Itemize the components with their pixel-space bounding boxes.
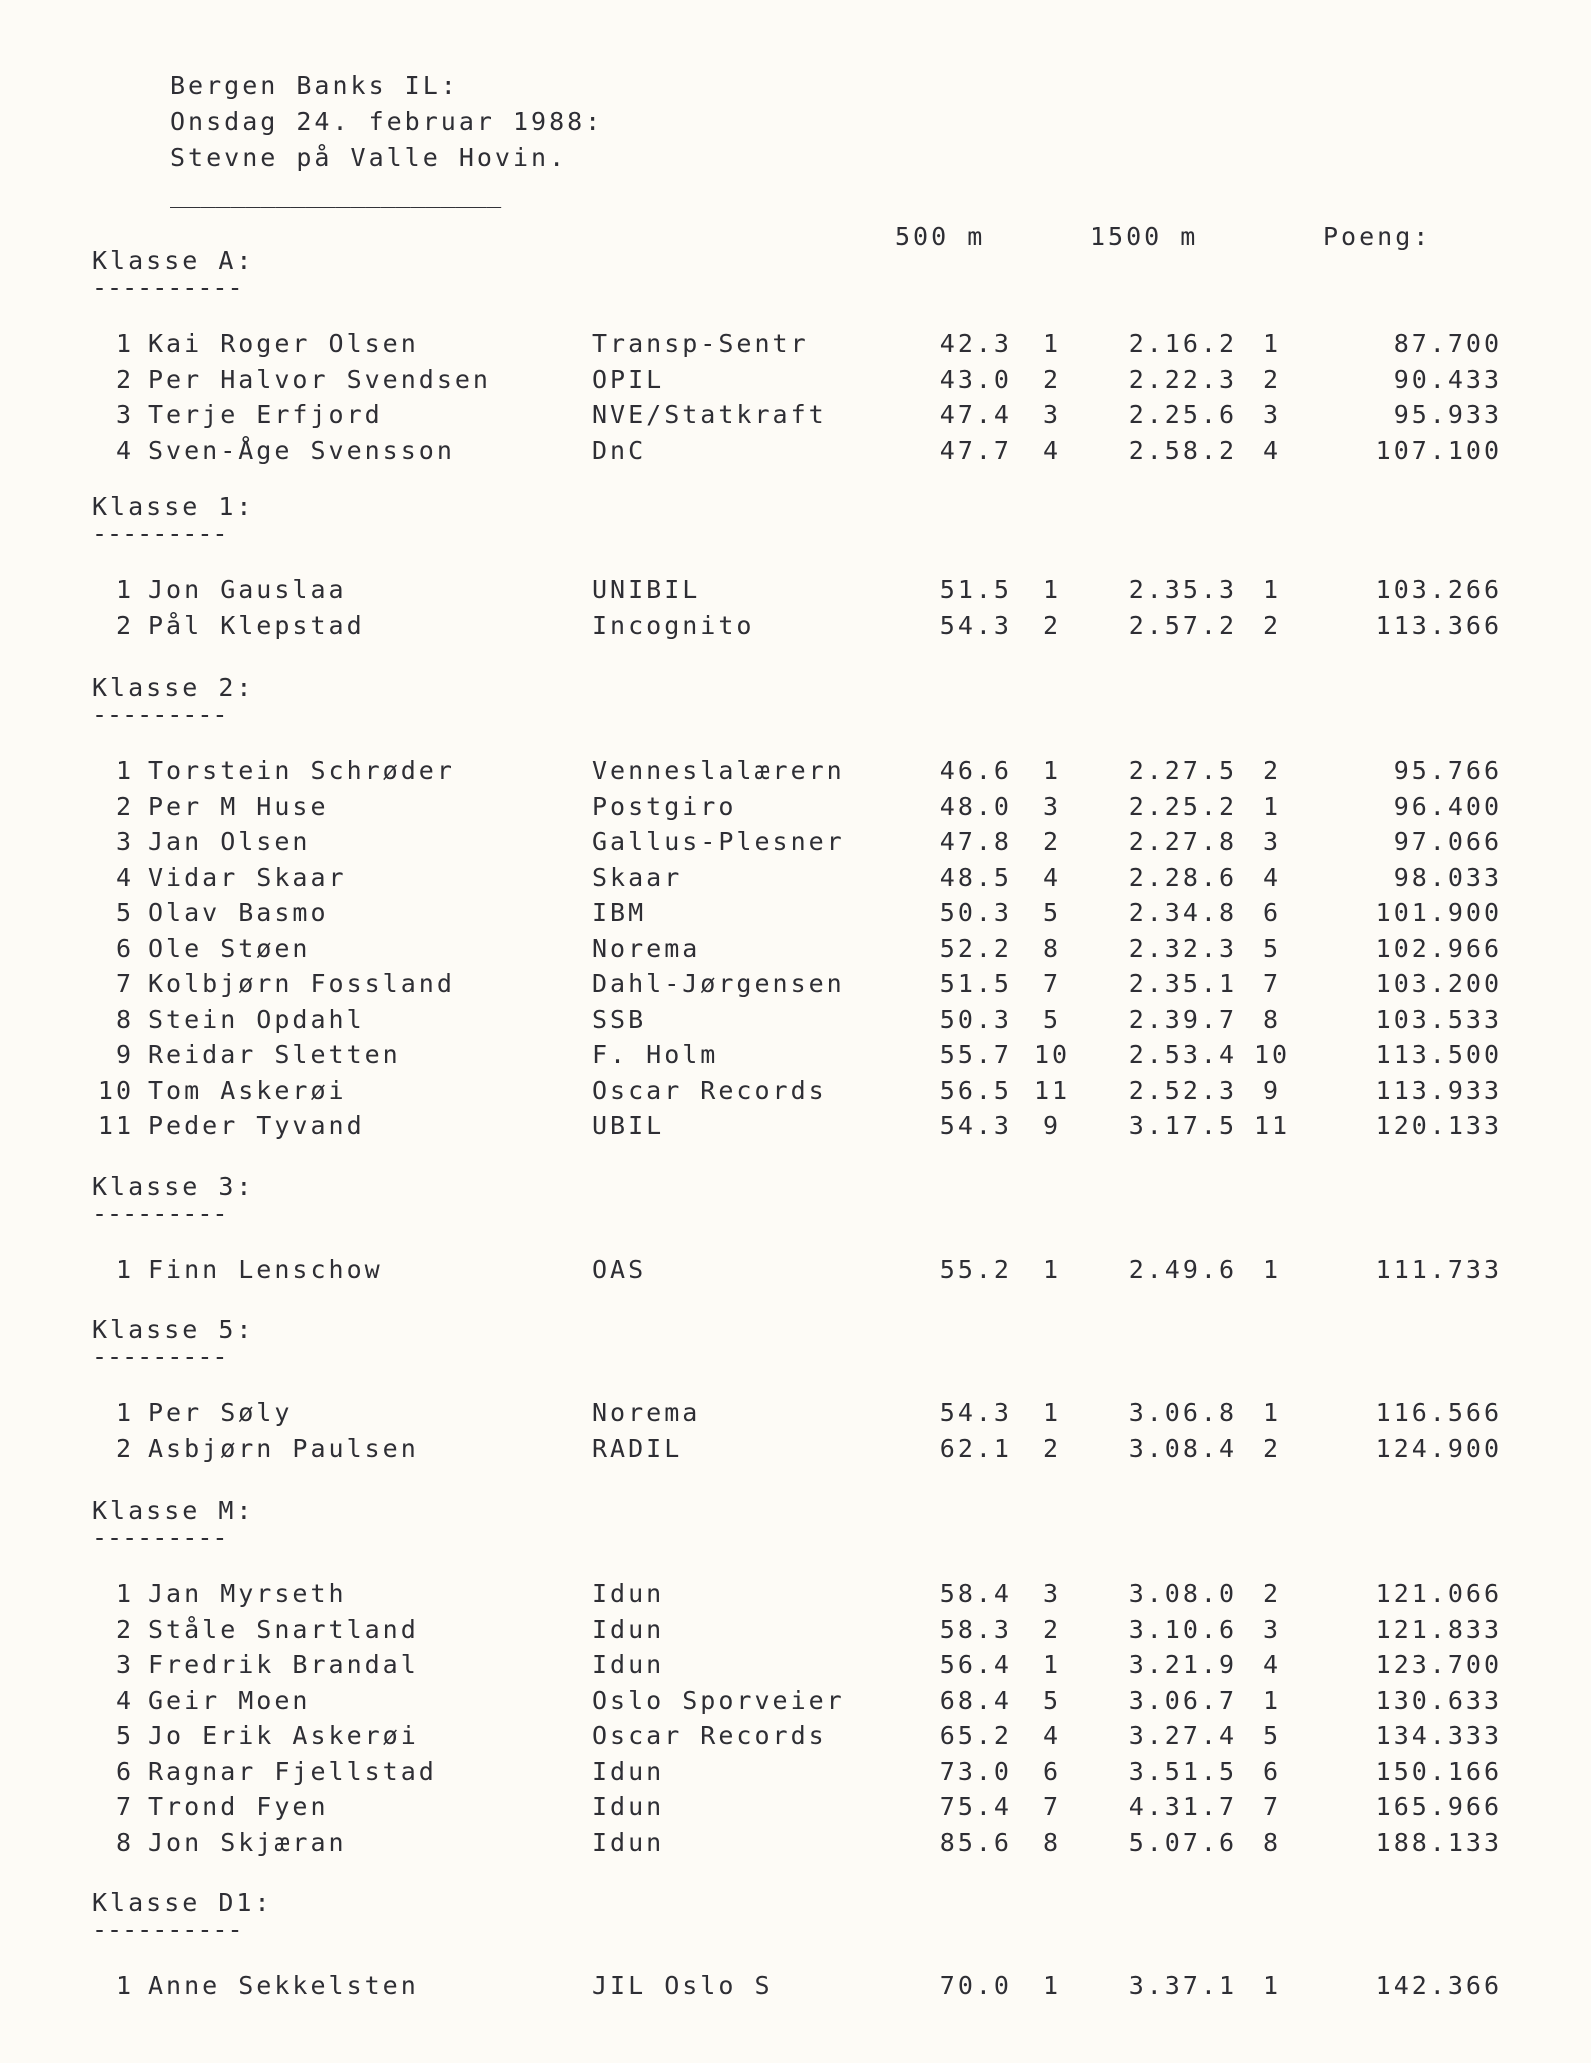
place-1500m: 1 [1262, 791, 1282, 821]
result-row [92, 1825, 1512, 1861]
place-500m: 1 [1042, 756, 1062, 785]
rank: 5 [115, 1721, 134, 1750]
time-1500m: 2.32.3 [1128, 933, 1237, 963]
result-row [92, 1968, 1512, 2004]
rank: 4 [115, 435, 134, 465]
skater-name: Per Halvor Svendsen [148, 364, 491, 394]
place-500m: 11 [1033, 1075, 1071, 1105]
time-500m: 65.2 [939, 1721, 1012, 1750]
result-row [92, 931, 1512, 967]
points: 107.100 [1375, 435, 1502, 465]
place-1500m: 8 [1262, 1827, 1282, 1857]
place-500m: 3 [1042, 791, 1062, 821]
time-500m: 58.4 [939, 1579, 1012, 1608]
skater-name: Reidar Sletten [148, 1040, 401, 1069]
club-name: Venneslalærern [592, 756, 845, 785]
class-heading: Klasse A: [92, 246, 255, 275]
result-row [92, 1431, 1512, 1467]
time-1500m: 2.27.5 [1128, 756, 1237, 785]
column-header-points: Poeng: [1323, 222, 1432, 251]
points: 95.766 [1393, 756, 1502, 785]
rank: 10 [97, 1075, 134, 1105]
rank: 6 [115, 933, 134, 963]
place-1500m: 5 [1262, 933, 1282, 963]
place-1500m: 2 [1262, 1433, 1282, 1463]
place-500m: 4 [1042, 862, 1062, 892]
skater-name: Stein Opdahl [148, 1004, 365, 1034]
skater-name: Ole Støen [148, 933, 311, 963]
place-1500m: 1 [1262, 1971, 1282, 2000]
points: 111.733 [1375, 1254, 1502, 1284]
place-500m: 2 [1042, 827, 1062, 856]
rank: 7 [115, 1792, 134, 1821]
place-1500m: 1 [1262, 1398, 1282, 1427]
place-500m: 1 [1042, 329, 1062, 358]
points: 121.833 [1375, 1614, 1502, 1644]
club-name: Norema [592, 1398, 701, 1427]
club-name: SSB [592, 1004, 647, 1034]
place-1500m: 3 [1262, 1614, 1282, 1644]
time-1500m: 3.06.7 [1128, 1685, 1237, 1715]
event-date: Onsdag 24. februar 1988: [170, 107, 604, 136]
points: 103.200 [1375, 969, 1502, 998]
class-section [92, 1313, 1512, 1466]
time-500m: 50.3 [939, 1004, 1012, 1034]
points: 124.900 [1375, 1433, 1502, 1463]
club-name: RADIL [592, 1433, 683, 1463]
rank: 7 [115, 969, 134, 998]
place-500m: 10 [1033, 1040, 1071, 1069]
club-name: DnC [592, 435, 647, 465]
result-row [92, 433, 1512, 469]
points: 120.133 [1375, 1111, 1502, 1140]
rank: 1 [115, 1971, 134, 2000]
time-1500m: 2.22.3 [1128, 364, 1237, 394]
club-name: Idun [592, 1827, 665, 1857]
skater-name: Kai Roger Olsen [148, 329, 419, 358]
place-1500m: 4 [1262, 1650, 1282, 1679]
points: 113.366 [1375, 610, 1502, 640]
class-underline: ---------- [92, 1915, 243, 1944]
result-rows [92, 1252, 1512, 1288]
result-row [92, 824, 1512, 860]
time-500m: 54.3 [939, 1111, 1012, 1140]
club-name: Idun [592, 1792, 665, 1821]
time-500m: 48.0 [939, 791, 1012, 821]
place-1500m: 1 [1262, 1254, 1282, 1284]
result-row [92, 1395, 1512, 1431]
time-1500m: 3.17.5 [1128, 1111, 1237, 1140]
place-1500m: 8 [1262, 1004, 1282, 1034]
time-1500m: 2.27.8 [1128, 827, 1237, 856]
time-1500m: 2.53.4 [1128, 1040, 1237, 1069]
class-section [92, 1170, 1512, 1288]
rank: 4 [115, 862, 134, 892]
class-underline: --------- [92, 1523, 228, 1552]
skater-name: Terje Erfjord [148, 400, 383, 429]
points: 113.933 [1375, 1075, 1502, 1105]
skater-name: Torstein Schrøder [148, 756, 455, 785]
time-500m: 51.5 [939, 969, 1012, 998]
place-500m: 3 [1042, 1579, 1062, 1608]
result-row [92, 1789, 1512, 1825]
skater-name: Per Søly [148, 1398, 293, 1427]
place-500m: 3 [1042, 400, 1062, 429]
rank: 6 [115, 1756, 134, 1786]
rank: 9 [115, 1040, 134, 1069]
place-1500m: 1 [1262, 329, 1282, 358]
class-underline: --------- [92, 519, 228, 548]
time-1500m: 2.52.3 [1128, 1075, 1237, 1105]
skater-name: Vidar Skaar [148, 862, 347, 892]
result-rows [92, 572, 1512, 643]
result-rows [92, 1968, 1512, 2004]
place-500m: 8 [1042, 933, 1062, 963]
place-500m: 2 [1042, 610, 1062, 640]
skater-name: Jon Skjæran [148, 1827, 347, 1857]
time-500m: 75.4 [939, 1792, 1012, 1821]
place-1500m: 2 [1262, 610, 1282, 640]
place-1500m: 5 [1262, 1721, 1282, 1750]
rank: 3 [115, 400, 134, 429]
rank: 3 [115, 1650, 134, 1679]
time-1500m: 3.10.6 [1128, 1614, 1237, 1644]
place-500m: 9 [1042, 1111, 1062, 1140]
place-500m: 1 [1042, 575, 1062, 604]
place-500m: 1 [1042, 1254, 1062, 1284]
time-1500m: 2.34.8 [1128, 898, 1237, 927]
class-heading: Klasse D1: [92, 1888, 273, 1917]
result-row [92, 1108, 1512, 1144]
club-name: Idun [592, 1579, 665, 1608]
result-row [92, 397, 1512, 433]
time-500m: 73.0 [939, 1756, 1012, 1786]
result-row [92, 608, 1512, 644]
club-name: Gallus-Plesner [592, 827, 845, 856]
time-1500m: 2.25.6 [1128, 400, 1237, 429]
result-rows [92, 1395, 1512, 1466]
skater-name: Finn Lenschow [148, 1254, 383, 1284]
club-name: Idun [592, 1650, 665, 1679]
points: 95.933 [1393, 400, 1502, 429]
time-1500m: 3.08.4 [1128, 1433, 1237, 1463]
place-500m: 2 [1042, 364, 1062, 394]
points: 97.066 [1393, 827, 1502, 856]
rank: 3 [115, 827, 134, 856]
time-1500m: 2.16.2 [1128, 329, 1237, 358]
place-500m: 1 [1042, 1971, 1062, 2000]
points: 188.133 [1375, 1827, 1502, 1857]
time-500m: 47.8 [939, 827, 1012, 856]
points: 113.500 [1375, 1040, 1502, 1069]
club-name: IBM [592, 898, 647, 927]
points: 103.266 [1375, 575, 1502, 604]
club-name: F. Holm [592, 1040, 719, 1069]
rank: 4 [115, 1685, 134, 1715]
points: 134.333 [1375, 1721, 1502, 1750]
points: 123.700 [1375, 1650, 1502, 1679]
skater-name: Trond Fyen [148, 1792, 329, 1821]
skater-name: Jan Myrseth [148, 1579, 347, 1608]
place-500m: 4 [1042, 435, 1062, 465]
points: 98.033 [1393, 862, 1502, 892]
result-row [92, 1754, 1512, 1790]
time-1500m: 3.37.1 [1128, 1971, 1237, 2000]
class-underline: --------- [92, 1198, 228, 1228]
time-500m: 70.0 [939, 1971, 1012, 2000]
place-500m: 2 [1042, 1433, 1062, 1463]
skater-name: Pål Klepstad [148, 610, 365, 640]
club-name: Dahl-Jørgensen [592, 969, 845, 998]
points: 87.700 [1393, 329, 1502, 358]
result-row [92, 1683, 1512, 1719]
club-name: Transp-Sentr [592, 329, 809, 358]
skater-name: Anne Sekkelsten [148, 1971, 419, 2000]
points: 150.166 [1375, 1756, 1502, 1786]
result-row [92, 966, 1512, 1002]
place-1500m: 7 [1262, 969, 1282, 998]
time-500m: 47.4 [939, 400, 1012, 429]
time-500m: 46.6 [939, 756, 1012, 785]
header-underline: ______________________ [170, 179, 502, 208]
rank: 8 [115, 1004, 134, 1034]
club-name: Oslo Sporveier [592, 1685, 845, 1715]
class-underline: --------- [92, 700, 228, 729]
time-1500m: 2.39.7 [1128, 1004, 1237, 1034]
place-500m: 7 [1042, 1792, 1062, 1821]
rank: 2 [115, 791, 134, 821]
place-500m: 7 [1042, 969, 1062, 998]
rank: 8 [115, 1827, 134, 1857]
club-name: Idun [592, 1614, 665, 1644]
place-1500m: 1 [1262, 575, 1282, 604]
time-1500m: 5.07.6 [1128, 1827, 1237, 1857]
class-heading: Klasse M: [92, 1496, 255, 1525]
time-1500m: 2.58.2 [1128, 435, 1237, 465]
time-500m: 50.3 [939, 898, 1012, 927]
skater-name: Geir Moen [148, 1685, 311, 1715]
points: 130.633 [1375, 1685, 1502, 1715]
class-section [92, 490, 1512, 643]
rank: 2 [115, 1433, 134, 1463]
time-500m: 47.7 [939, 435, 1012, 465]
place-1500m: 2 [1262, 1579, 1282, 1608]
club-name: Postgiro [592, 791, 737, 821]
place-1500m: 9 [1262, 1075, 1282, 1105]
result-rows [92, 326, 1512, 468]
time-500m: 56.5 [939, 1075, 1012, 1105]
place-1500m: 7 [1262, 1792, 1282, 1821]
points: 96.400 [1393, 791, 1502, 821]
skater-name: Fredrik Brandal [148, 1650, 419, 1679]
class-heading: Klasse 1: [92, 492, 255, 521]
column-header-1500m: 1500 m [1090, 222, 1199, 251]
time-500m: 54.3 [939, 1398, 1012, 1427]
time-500m: 48.5 [939, 862, 1012, 892]
class-section [92, 244, 1512, 468]
club-name: JIL Oslo S [592, 1971, 773, 2000]
skater-name: Jo Erik Askerøi [148, 1721, 419, 1750]
club-name: UBIL [592, 1111, 665, 1140]
time-500m: 54.3 [939, 610, 1012, 640]
rank: 2 [115, 364, 134, 394]
points: 101.900 [1375, 898, 1502, 927]
time-1500m: 2.35.1 [1128, 969, 1237, 998]
skater-name: Sven-Åge Svensson [148, 435, 455, 465]
club-name: Idun [592, 1756, 665, 1786]
skater-name: Olav Basmo [148, 898, 329, 927]
time-500m: 68.4 [939, 1685, 1012, 1715]
place-500m: 6 [1042, 1756, 1062, 1786]
time-1500m: 2.49.6 [1128, 1254, 1237, 1284]
event-venue: Stevne på Valle Hovin. [170, 143, 568, 172]
club-name: Norema [592, 933, 701, 963]
place-1500m: 6 [1262, 1756, 1282, 1786]
skater-name: Per M Huse [148, 791, 329, 821]
place-500m: 4 [1042, 1721, 1062, 1750]
result-row [92, 572, 1512, 608]
points: 142.366 [1375, 1971, 1502, 2000]
rank: 2 [115, 1614, 134, 1644]
result-rows [92, 1576, 1512, 1860]
time-1500m: 2.28.6 [1128, 862, 1237, 892]
club-name: UNIBIL [592, 575, 701, 604]
points: 90.433 [1393, 364, 1502, 394]
place-500m: 8 [1042, 1827, 1062, 1857]
rank: 5 [115, 898, 134, 927]
club-name: Oscar Records [592, 1075, 827, 1105]
skater-name: Ståle Snartland [148, 1614, 419, 1644]
place-500m: 1 [1042, 1650, 1062, 1679]
skater-name: Tom Askerøi [148, 1075, 347, 1105]
time-500m: 56.4 [939, 1650, 1012, 1679]
result-row [92, 1073, 1512, 1109]
place-500m: 5 [1042, 1004, 1062, 1034]
rank: 1 [115, 329, 134, 358]
place-500m: 1 [1042, 1398, 1062, 1427]
time-500m: 58.3 [939, 1614, 1012, 1644]
time-1500m: 3.21.9 [1128, 1650, 1237, 1679]
points: 165.966 [1375, 1792, 1502, 1821]
time-500m: 42.3 [939, 329, 1012, 358]
time-500m: 55.7 [939, 1040, 1012, 1069]
place-1500m: 4 [1262, 862, 1282, 892]
rank: 2 [115, 610, 134, 640]
place-500m: 5 [1042, 898, 1062, 927]
place-1500m: 10 [1253, 1040, 1291, 1069]
results-list [92, 244, 1512, 2004]
rank: 1 [115, 1398, 134, 1427]
points: 116.566 [1375, 1398, 1502, 1427]
rank: 1 [115, 575, 134, 604]
result-row [92, 1647, 1512, 1683]
skater-name: Jon Gauslaa [148, 575, 347, 604]
time-1500m: 2.35.3 [1128, 575, 1237, 604]
place-1500m: 6 [1262, 898, 1282, 927]
skater-name: Peder Tyvand [148, 1111, 365, 1140]
time-500m: 85.6 [939, 1827, 1012, 1857]
place-500m: 5 [1042, 1685, 1062, 1715]
points: 103.533 [1375, 1004, 1502, 1034]
club-title: Bergen Banks IL: [170, 71, 459, 100]
result-row [92, 326, 1512, 362]
rank: 11 [97, 1111, 134, 1140]
time-500m: 51.5 [939, 575, 1012, 604]
class-heading: Klasse 3: [92, 1171, 255, 1201]
rank: 1 [115, 1254, 134, 1284]
skater-name: Ragnar Fjellstad [148, 1756, 437, 1786]
result-row [92, 1612, 1512, 1648]
result-row [92, 789, 1512, 825]
class-section [92, 671, 1512, 1144]
column-header-500m: 500 m [895, 222, 986, 251]
club-name: Skaar [592, 862, 683, 892]
place-1500m: 11 [1253, 1111, 1291, 1140]
place-500m: 2 [1042, 1614, 1062, 1644]
class-underline: ---------- [92, 273, 243, 302]
class-heading: Klasse 2: [92, 673, 255, 702]
place-1500m: 3 [1262, 400, 1282, 429]
time-500m: 62.1 [939, 1433, 1012, 1463]
class-section [92, 1494, 1512, 1860]
result-rows [92, 753, 1512, 1144]
time-1500m: 2.57.2 [1128, 610, 1237, 640]
time-500m: 43.0 [939, 364, 1012, 394]
time-1500m: 3.51.5 [1128, 1756, 1237, 1786]
result-row [92, 753, 1512, 789]
club-name: Oscar Records [592, 1721, 827, 1750]
result-row [92, 895, 1512, 931]
result-row [92, 860, 1512, 896]
skater-name: Jan Olsen [148, 827, 311, 856]
club-name: Incognito [592, 610, 755, 640]
time-500m: 52.2 [939, 933, 1012, 963]
points: 121.066 [1375, 1579, 1502, 1608]
skater-name: Asbjørn Paulsen [148, 1433, 419, 1463]
result-row [92, 1037, 1512, 1073]
skater-name: Kolbjørn Fossland [148, 969, 455, 998]
time-1500m: 3.27.4 [1128, 1721, 1237, 1750]
class-underline: --------- [92, 1342, 228, 1371]
result-row [92, 1252, 1512, 1288]
club-name: NVE/Statkraft [592, 400, 827, 429]
time-500m: 55.2 [939, 1254, 1012, 1284]
club-name: OPIL [592, 364, 665, 394]
result-row [92, 1576, 1512, 1612]
time-1500m: 4.31.7 [1128, 1792, 1237, 1821]
place-1500m: 2 [1262, 756, 1282, 785]
place-1500m: 1 [1262, 1685, 1282, 1715]
rank: 1 [115, 1579, 134, 1608]
place-1500m: 3 [1262, 827, 1282, 856]
place-1500m: 4 [1262, 435, 1282, 465]
result-row [92, 1718, 1512, 1754]
time-1500m: 3.08.0 [1128, 1579, 1237, 1608]
class-heading: Klasse 5: [92, 1315, 255, 1344]
result-row [92, 362, 1512, 398]
time-1500m: 2.25.2 [1128, 791, 1237, 821]
rank: 1 [115, 756, 134, 785]
result-row [92, 1002, 1512, 1038]
points: 102.966 [1375, 933, 1502, 963]
document-header [170, 68, 603, 212]
class-section [92, 1886, 1512, 2004]
place-1500m: 2 [1262, 364, 1282, 394]
club-name: OAS [592, 1254, 647, 1284]
time-1500m: 3.06.8 [1128, 1398, 1237, 1427]
